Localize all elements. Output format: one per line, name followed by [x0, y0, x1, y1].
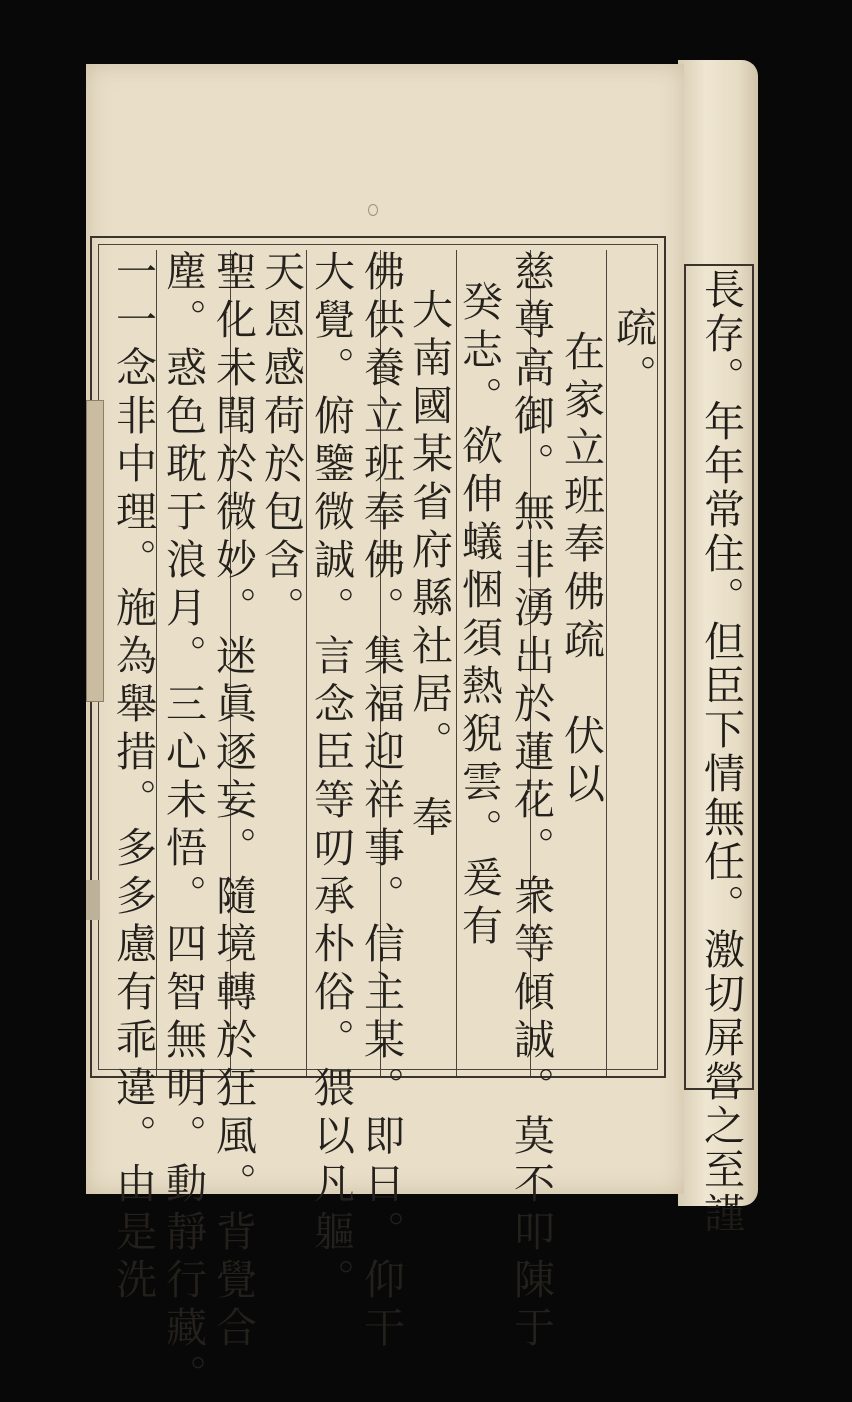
text-column: 天恩感荷於包含。 — [257, 250, 305, 634]
gutter-mark — [86, 880, 100, 920]
text-column: 癸志。欲伸蟻悃須熱猊雲。爰有 — [455, 280, 503, 952]
text-column: 大覺。俯鑒微誠。言念臣等叨承朴俗。猥以凡軀。 — [307, 250, 355, 1306]
column-rule — [606, 250, 607, 1076]
text-column: 大南國某省府縣社居。 奉 — [405, 288, 453, 844]
ink-smudge — [368, 204, 378, 216]
page-tab — [86, 400, 104, 702]
text-column: 一一念非中理。施為舉措。多多慮有乖違。由是洗 — [109, 250, 157, 1306]
text-column: 在家立班奉佛疏 伏以 — [557, 330, 605, 810]
text-column: 塵。惑色耽于浪月。三心未悟。四智無明。動靜行藏。 — [159, 250, 207, 1402]
text-column: 慈尊高御。無非湧出於蓮花。衆等傾誠。莫不叩陳于 — [507, 250, 555, 1354]
edge-text-column: 長存。年年常住。但臣下情無任。激切屏營之至謹 — [697, 268, 745, 1236]
text-column: 聖化未聞於微妙。迷眞逐妄。隨境轉於狂風。背覺合 — [209, 250, 257, 1354]
text-column: 疏。 — [609, 306, 657, 402]
text-column: 佛供養立班奉佛。集福迎祥事。信主某。即日。仰干 — [357, 250, 405, 1354]
